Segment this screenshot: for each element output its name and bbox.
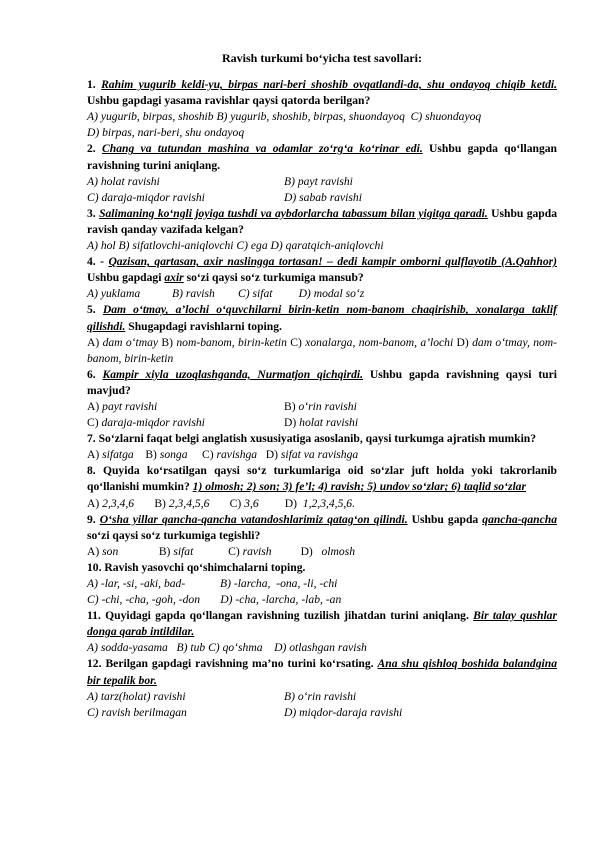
question-4-sentence: Qazisan, qartasan, axir naslingga tortasan! – dedi kampir omborni qulflayotib (A.Qahhor)	[108, 255, 557, 269]
question-1: 1. Rahim yugurib keldi-yu, birpas nari-beri shoshib ovqatlandi-da, shu ondayoq chiqib ketdi. Ushbu gapdagi yasama ravishlar qaysi qatorda berilgan?	[87, 78, 558, 108]
question-6-options-row1: A) payt ravishi B) o‘rin ravishi	[87, 399, 357, 413]
question-4-answers: A) yuklama B) ravish C) sifat D) modal so‘z	[87, 287, 365, 301]
question-4: 4. - Qazisan, qartasan, axir naslingga tortasan! – dedi kampir omborni qulflayotib (A.Qahhor) Ushbu gapdagi axir so‘zi qaysi so‘z turkumiga mansub?	[87, 255, 557, 285]
question-11-answers: A) sodda-yasama B) tub C) qo‘shma D) otlashgan ravish	[87, 641, 367, 655]
question-1-answers-line1: A) yugurib, birpas, shoshib B) yugurib, shoshib, birpas, shuondayoq C) shuondayoq	[87, 110, 482, 124]
question-2-options-row1: A) holat ravishi B) payt ravishi	[87, 174, 353, 188]
question-3-answers: A) hol B) sifatlovchi-aniqlovchi C) ega D) qaratqich-aniqlovchi	[87, 239, 384, 253]
question-6-options-row2: C) daraja-miqdor ravishi D) holat ravishi	[87, 416, 359, 430]
question-7: 7. So‘zlarni faqat belgi anglatish xususiyatiga asoslanib, qaysi turkumga ajratish mumkin?	[87, 432, 537, 446]
question-8: 8. Quyida ko‘rsatilgan qaysi so‘z turkumlariga oid so‘zlar juft holda yoki takrorlanib qo‘llanishi mumkin? 1) olmosh; 2) son; 3) fe’l; 4) ravish; 5) undov so‘zlar; 6) taqlid so‘zlar	[87, 464, 557, 494]
question-9-sentence: O‘sha yillar qancha-qancha vatandoshlarimiz qatag‘on qilindi.	[99, 512, 408, 526]
question-8-text: Quyida ko‘rsatilgan qaysi so‘z turkumlariga oid so‘zlar juft holda yoki takrorlanib qo‘llanishi mumkin?	[87, 464, 557, 494]
question-6-sentence: Kampir xiyla uzoqlashganda, Nurmatjon qichqirdi.	[102, 367, 364, 381]
question-9-keyword: qancha-qancha	[482, 512, 557, 526]
question-6-prompt: Ushbu gapda ravishning qaysi turi mavjud?	[87, 367, 557, 397]
question-8-list: 1) olmosh; 2) son; 3) fe’l; 4) ravish; 5) undov so‘zlar; 6) taqlid so‘zlar	[192, 480, 526, 494]
question-4-keyword: axir	[164, 271, 184, 285]
question-5-prompt: Shugapdagi ravishlarni toping.	[125, 319, 282, 333]
question-10-answers-line1: A) -lar, -si, -aki, bad- B) -larcha, -ona, -li, -chi	[87, 577, 338, 590]
question-12-options-row1: A) tarz(holat) ravishi B) o‘rin ravishi	[87, 689, 357, 703]
question-3-prompt: Ushbu gapda ravish qanday vazifada kelgan?	[87, 206, 557, 236]
question-8-answers: A) 2,3,4,6 B) 2,3,4,5,6 C) 3,6 D) 1,2,3,4,5,6.	[87, 496, 355, 510]
question-10: 10. Ravish yasovchi qo‘shimchalarni toping.	[87, 560, 306, 574]
question-10-text: Ravish yasovchi qo‘shimchalarni toping.	[104, 560, 306, 574]
question-1-answers-line2: D) birpas, nari-beri, shu ondayoq	[87, 126, 245, 140]
question-2-sentence: Chang va tutundan mashina va odamlar zo‘rg‘a ko‘rinar edi.	[102, 142, 423, 156]
question-6: 6. Kampir xiyla uzoqlashganda, Nurmatjon qichqirdi. Ushbu gapda ravishning qaysi turi mavjud?	[87, 367, 557, 397]
question-12-options-row2: C) ravish berilmagan D) miqdor-daraja ravishi	[87, 705, 403, 719]
question-11-sentence: Bir talay qushlar donga qarab intildilar.	[87, 609, 557, 639]
question-5-answers: A) dam o‘tmay B) nom-banom, birin-ketin C) xonalarga, nom-banom, a’lochi D) dam o‘tmay, nom-banom, birin-ketin	[87, 335, 558, 365]
question-2-options-row2: C) daraja-miqdor ravishi D) sabab ravishi	[87, 190, 362, 204]
question-11-text: Quyidagi gapda qo‘llangan ravishning tuzilish jihatdan turini aniqlang.	[105, 609, 474, 623]
question-2-prompt: Ushbu gapda qo‘llangan ravishning turini aniqlang.	[87, 142, 558, 172]
question-5-sentence: Dam o‘tmay, a’lochi o‘quvchilarni birin-ketin nom-banom chaqirishib, xonalarga taklif qilishdi.	[87, 303, 557, 333]
question-12: 12. Berilgan gapdagi ravishning ma’no turini ko‘rsating. Ana shu qishloq boshida balandgina bir tepalik bor.	[87, 657, 557, 687]
document-page	[87, 50, 557, 721]
question-7-text: So‘zlarni faqat belgi anglatish xususiyatiga asoslanib, qaysi turkumga ajratish mumkin?	[98, 432, 537, 446]
question-9-answers: A) son B) sifat C) ravish D) olmosh	[87, 544, 355, 558]
page-title: Ravish turkumi bo‘yicha test savollari:	[221, 51, 422, 65]
question-7-answers: A) sifatga B) songa C) ravishga D) sifat va ravishga	[87, 448, 359, 462]
question-2: 2. Chang va tutundan mashina va odamlar zo‘rg‘a ko‘rinar edi. Ushbu gapda qo‘llangan ravishning turini aniqlang.	[87, 142, 558, 172]
question-3: 3. Salimaning ko‘ngli joyiga tushdi va aybdorlarcha tabassum bilan yigitga qaradi. Ushbu gapda ravish qanday vazifada kelgan?	[87, 206, 557, 236]
question-1-sentence: Rahim yugurib keldi-yu, birpas nari-beri shoshib ovqatlandi-da, shu ondayoq chiqib ketdi.	[101, 78, 558, 92]
question-5: 5. Dam o‘tmay, a’lochi o‘quvchilarni birin-ketin nom-banom chaqirishib, xonalarga taklif qilishdi. Shugapdagi ravishlarni toping.	[87, 303, 557, 333]
question-12-text: Berilgan gapdagi ravishning ma’no turini ko‘rsating.	[105, 657, 378, 671]
question-3-sentence: Salimaning ko‘ngli joyiga tushdi va aybdorlarcha tabassum bilan yigitga qaradi.	[99, 206, 488, 220]
question-1-prompt: Ushbu gapdagi yasama ravishlar qaysi qatorda berilgan?	[87, 94, 371, 108]
question-12-sentence: Ana shu qishloq boshida balandgina bir tepalik bor.	[87, 657, 557, 687]
question-9: 9. O‘sha yillar qancha-qancha vatandoshlarimiz qatag‘on qilindi. Ushbu gapda qancha-qancha so‘zi qaysi so‘z turkumiga tegishli?	[87, 512, 557, 542]
question-11: 11. Quyidagi gapda qo‘llangan ravishning tuzilish jihatdan turini aniqlang. Bir talay qushlar donga qarab intildilar.	[87, 609, 557, 639]
question-10-answers-line2: C) -chi, -cha, -goh, -don D) -cha, -larcha, -lab, -an	[87, 593, 342, 607]
